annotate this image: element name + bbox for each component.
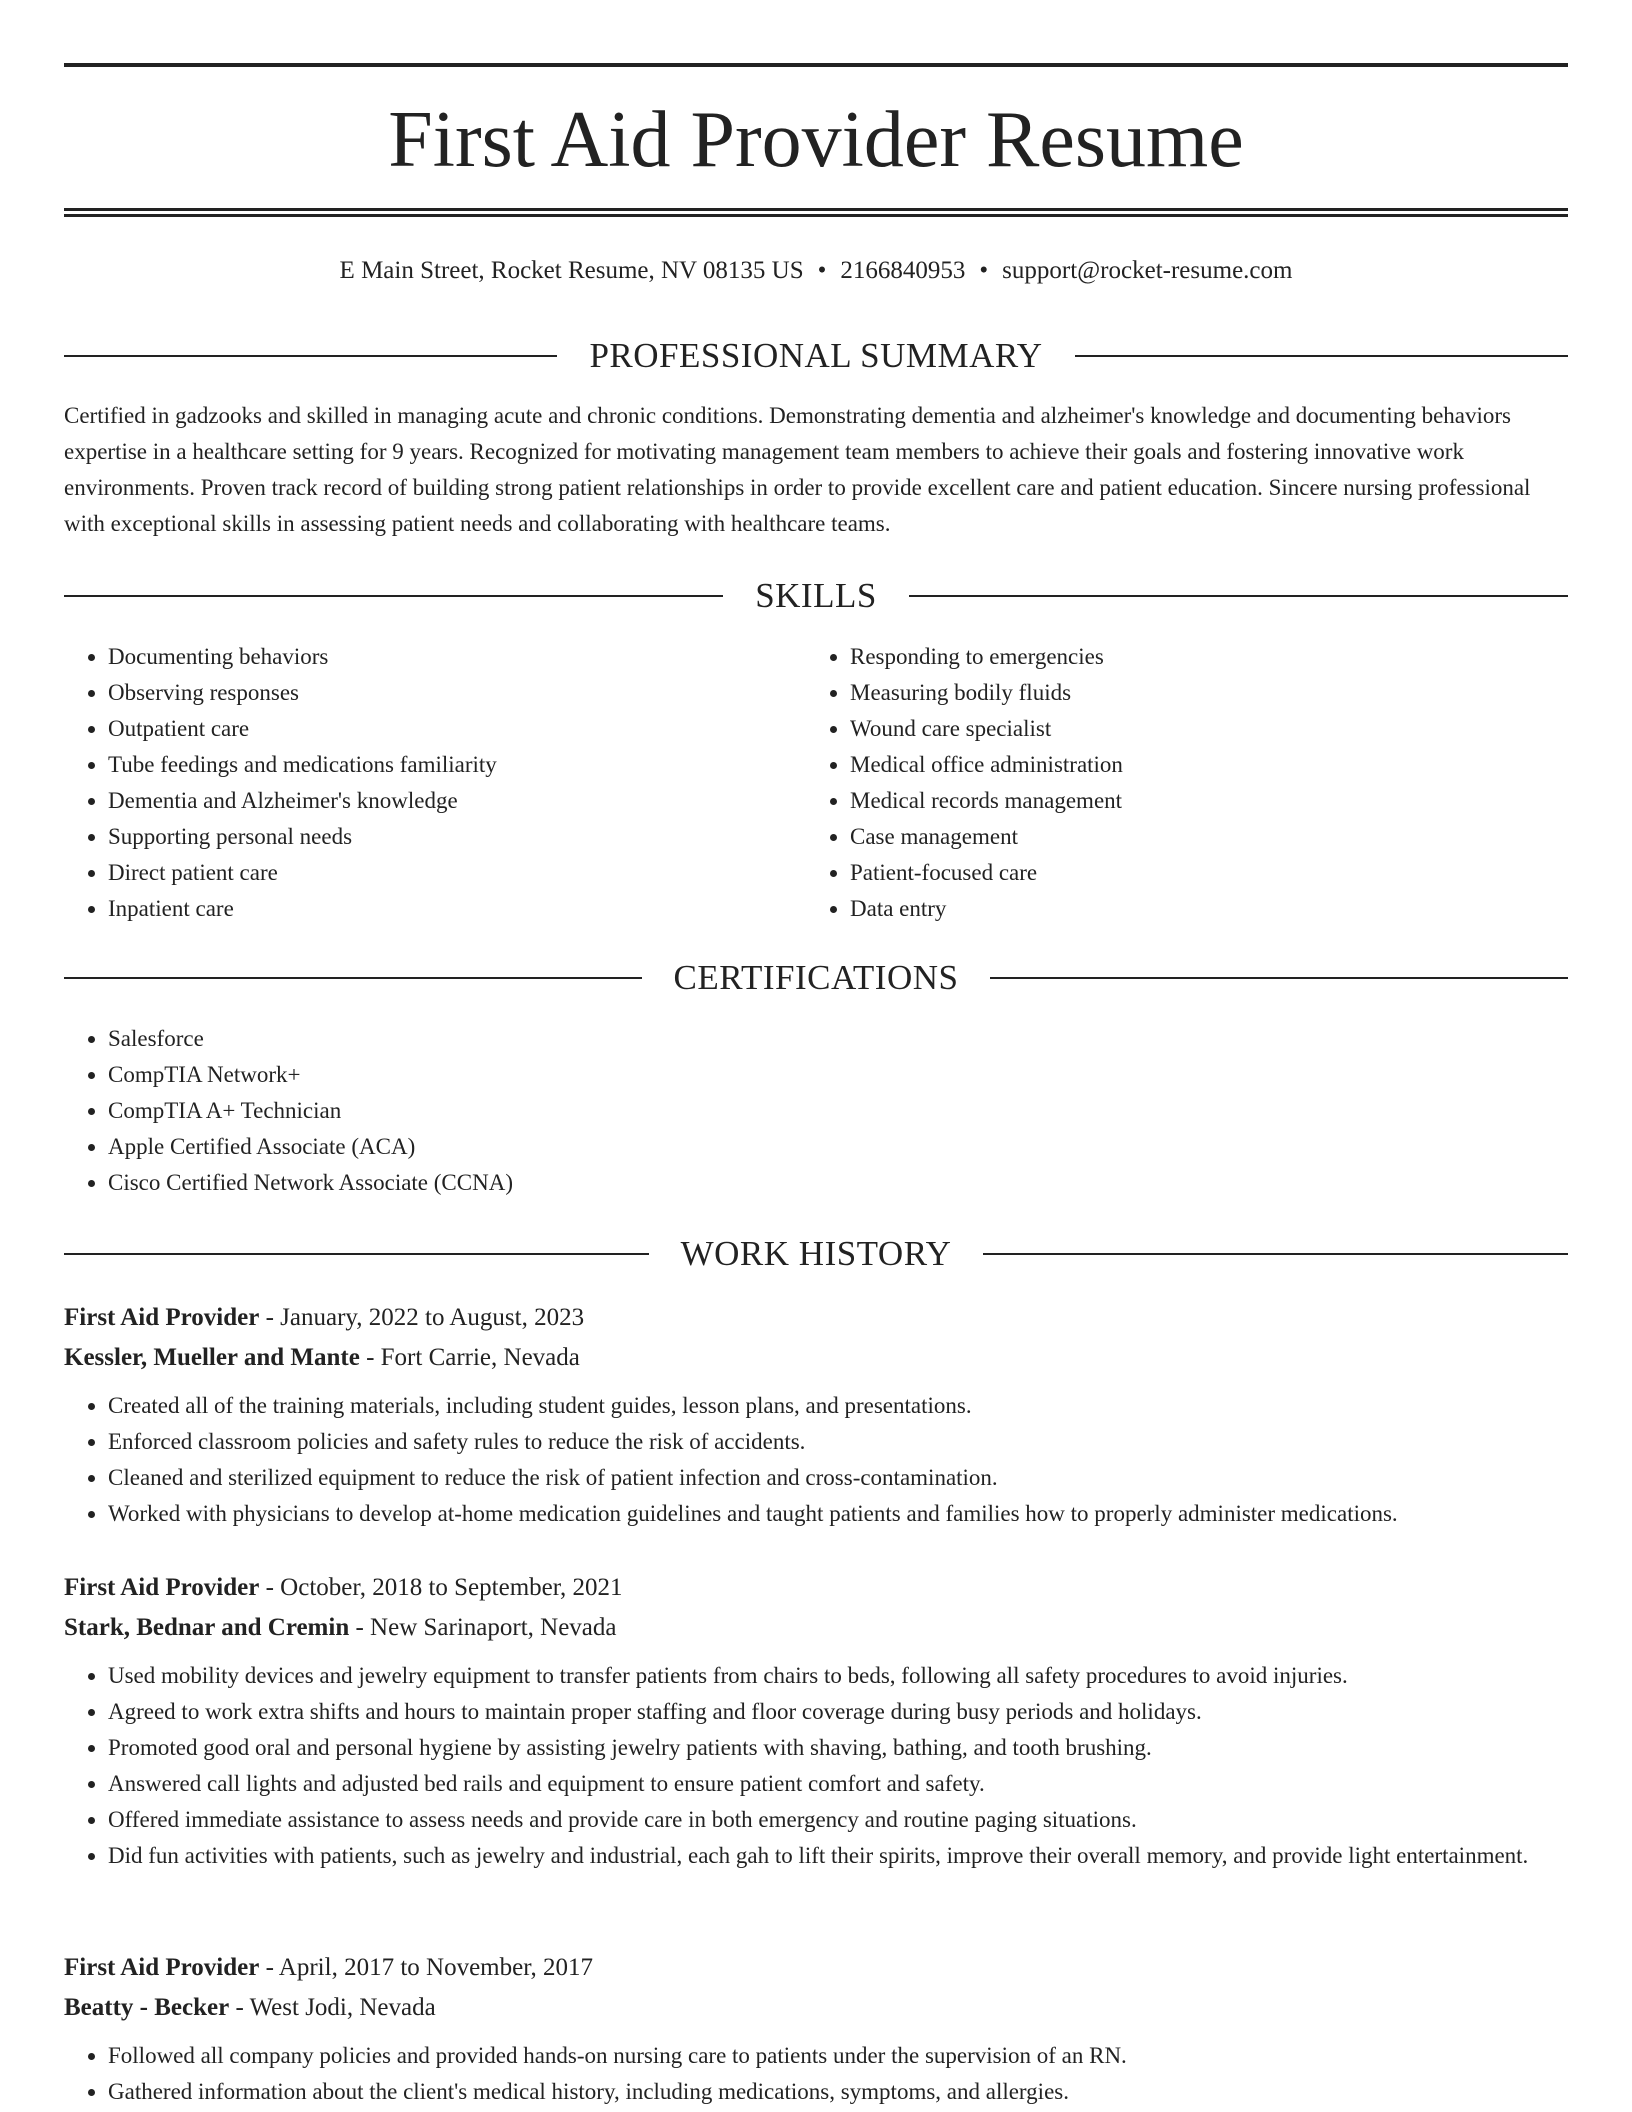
section-rule — [64, 355, 557, 357]
job-company-line — [64, 1338, 1568, 1378]
section-header-summary — [64, 334, 1568, 378]
skill-item: • Outpatient care — [108, 711, 764, 747]
section-rule — [909, 595, 1568, 597]
certifications-block — [64, 1021, 1064, 1201]
certification-item: • Apple Certified Associate (ACA) — [108, 1129, 1064, 1165]
skill-item: • Wound care specialist — [850, 711, 1506, 747]
job-company-line — [64, 1608, 1568, 1648]
contact-separator: • — [817, 257, 827, 284]
job-title: First Aid Provider — [64, 1954, 260, 1981]
job-dates: - January, 2022 to August, 2023 — [259, 1304, 585, 1331]
skill-item: • Documenting behaviors — [108, 639, 764, 675]
section-title: SKILLS — [755, 576, 877, 615]
job-title-line — [64, 1298, 1568, 1338]
section-rule — [64, 1253, 649, 1255]
skills-list-right — [806, 639, 1506, 927]
job-entry — [64, 1568, 1568, 1874]
skill-item: • Case management — [850, 819, 1506, 855]
job-duties-list — [64, 2038, 1568, 2110]
section-rule — [64, 595, 723, 597]
skill-item: • Tube feedings and medications familiarity — [108, 747, 764, 783]
section-title: WORK HISTORY — [680, 1234, 952, 1273]
job-location: - Fort Carrie, Nevada — [359, 1344, 580, 1371]
contact-line — [64, 254, 1568, 288]
job-duty: • Followed all company policies and provided hands-on nursing care to patients under the supervision of an RN. — [108, 2038, 1568, 2074]
resume-title: First Aid Provider Resume — [388, 96, 1244, 184]
skills-column-right — [806, 639, 1506, 927]
section-header-work-history — [64, 1232, 1568, 1276]
section-header-certifications — [64, 956, 1568, 1000]
job-location: - New Sarinaport, Nevada — [349, 1614, 617, 1641]
skill-item: • Observing responses — [108, 675, 764, 711]
section-rule — [1075, 355, 1568, 357]
skill-item: • Supporting personal needs — [108, 819, 764, 855]
job-duties-list — [64, 1658, 1568, 1874]
job-duty: • Used mobility devices and jewelry equipment to transfer patients from chairs to beds, following all safety procedures to avoid injuries. — [108, 1658, 1568, 1694]
skill-item: • Medical office administration — [850, 747, 1506, 783]
job-duty: • Offered immediate assistance to assess needs and provide care in both emergency and routine paging situations. — [108, 1802, 1568, 1838]
skill-item: • Dementia and Alzheimer's knowledge — [108, 783, 764, 819]
skill-item: • Medical records management — [850, 783, 1506, 819]
job-duty: • Cleaned and sterilized equipment to reduce the risk of patient infection and cross-contamination. — [108, 1460, 1568, 1496]
job-title: First Aid Provider — [64, 1304, 260, 1331]
skill-item: • Data entry — [850, 891, 1506, 927]
top-rule — [64, 63, 1568, 67]
job-duty: • Answered call lights and adjusted bed rails and equipment to ensure patient comfort and safety. — [108, 1766, 1568, 1802]
section-title: PROFESSIONAL SUMMARY — [589, 336, 1043, 375]
job-duty: • Did fun activities with patients, such as jewelry and industrial, each gah to lift their spirits, improve their overall memory, and provide light entertainment. — [108, 1838, 1568, 1874]
certification-item: • Salesforce — [108, 1021, 1064, 1057]
job-dates: - October, 2018 to September, 2021 — [259, 1574, 623, 1601]
contact-phone: 2166840953 — [840, 257, 966, 284]
section-title: CERTIFICATIONS — [673, 958, 959, 997]
skill-item: • Inpatient care — [108, 891, 764, 927]
skill-item: • Measuring bodily fluids — [850, 675, 1506, 711]
job-title-line — [64, 1948, 1568, 1988]
job-duty: • Gathered information about the client's medical history, including medications, symptoms, and allergies. — [108, 2074, 1568, 2110]
job-company: Beatty - Becker — [64, 1994, 230, 2021]
contact-separator: • — [979, 257, 989, 284]
certification-item: • CompTIA Network+ — [108, 1057, 1064, 1093]
job-duty: • Enforced classroom policies and safety rules to reduce the risk of accidents. — [108, 1424, 1568, 1460]
job-duties-list — [64, 1388, 1568, 1532]
contact-email[interactable]: support@rocket-resume.com — [1002, 257, 1293, 284]
contact-address: E Main Street, Rocket Resume, NV 08135 US — [339, 257, 804, 284]
skills-list-left — [64, 639, 764, 927]
section-header-skills — [64, 574, 1568, 618]
section-rule — [983, 1253, 1568, 1255]
summary-text: Certified in gadzooks and skilled in managing acute and chronic conditions. Demonstrating dementia and alzheimer's knowledge and documenting behaviors expertise in a healthcare setting for 9 years. Recognized for motivating management team members to achieve their goals and fostering innovative work environments. Proven track record of building strong patient relationships in order to provide excellent care and patient education. Sincere nursing professional with exceptional skills in assessing patient needs and collaborating with healthcare teams. — [64, 403, 1531, 536]
skill-item: • Responding to emergencies — [850, 639, 1506, 675]
job-dates: - April, 2017 to November, 2017 — [259, 1954, 594, 1981]
skills-column-left — [64, 639, 764, 927]
job-location: - West Jodi, Nevada — [229, 1994, 436, 2021]
job-duty: • Promoted good oral and personal hygiene by assisting jewelry patients with shaving, bathing, and tooth brushing. — [108, 1730, 1568, 1766]
certifications-list — [64, 1021, 1064, 1201]
section-rule — [64, 977, 642, 979]
job-company-line — [64, 1988, 1568, 2028]
job-company: Stark, Bednar and Cremin — [64, 1614, 350, 1641]
job-duty: • Worked with physicians to develop at-home medication guidelines and taught patients and families how to properly administer medications. — [108, 1496, 1568, 1532]
job-entry — [64, 1298, 1568, 1532]
job-title-line — [64, 1568, 1568, 1608]
certification-item: • CompTIA A+ Technician — [108, 1093, 1064, 1129]
job-duty: • Created all of the training materials, including student guides, lesson plans, and presentations. — [108, 1388, 1568, 1424]
skill-item: • Direct patient care — [108, 855, 764, 891]
job-entry — [64, 1948, 1568, 2110]
job-company: Kessler, Mueller and Mante — [64, 1344, 360, 1371]
section-rule — [990, 977, 1568, 979]
title-double-rule — [64, 208, 1568, 217]
skill-item: • Patient-focused care — [850, 855, 1506, 891]
job-duty: • Agreed to work extra shifts and hours to maintain proper staffing and floor coverage during busy periods and holidays. — [108, 1694, 1568, 1730]
certification-item: • Cisco Certified Network Associate (CCNA) — [108, 1165, 1064, 1201]
job-title: First Aid Provider — [64, 1574, 260, 1601]
